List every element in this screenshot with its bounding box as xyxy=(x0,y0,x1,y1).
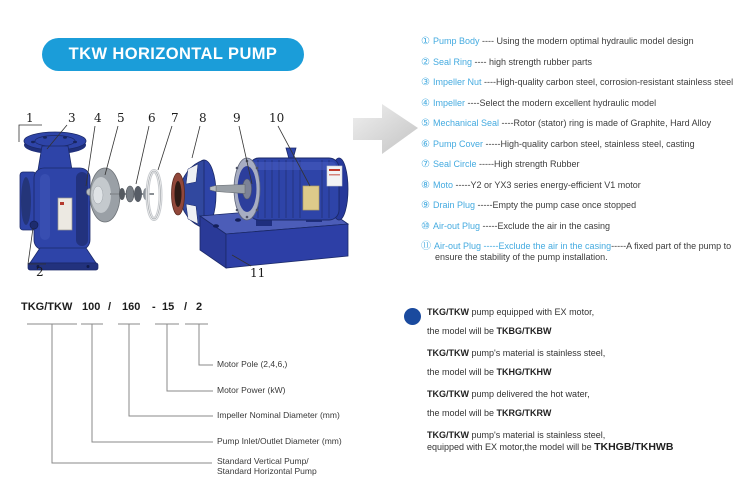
part-number-label: 7 xyxy=(171,111,179,125)
part-name: Air-out Plug xyxy=(432,220,480,231)
part-description: -----A fixed part of the pump to ensure the stability of the pump installation. xyxy=(435,241,732,262)
bullet-dot-icon xyxy=(404,308,421,325)
part-name: Air-out Plug -----Exclude the air in the casing xyxy=(434,241,612,251)
variant-note-line: TKG/TKW pump's material is stainless steel, xyxy=(427,430,606,440)
part-number: ② xyxy=(421,56,430,68)
model-code-part: 100 xyxy=(82,301,101,313)
part-description: ----Rotor (stator) ring is made of Graphite, Hard Alloy xyxy=(499,118,712,128)
part-number: ⑤ xyxy=(421,118,430,129)
model-code-part: 15 xyxy=(162,301,175,313)
part-number: ⑦ xyxy=(421,159,430,170)
model-code-label: Standard Vertical Pump/ Standard Horizontal Pump xyxy=(217,456,317,476)
variant-note-line: the model will be TKRG/TKRW xyxy=(427,408,552,418)
model-code-label: Pump Inlet/Outlet Diameter (mm) xyxy=(217,436,342,446)
part-name: Seal Ring xyxy=(432,56,472,67)
variant-note-line: the model will be TKHG/TKHW xyxy=(427,367,552,377)
part-name: Mechanical Seal xyxy=(432,118,500,128)
parts-list xyxy=(421,36,755,273)
pump-exploded-diagram xyxy=(6,98,426,293)
part-description: ----High-quality carbon steel, corrosion-resistant stainless steel xyxy=(481,77,734,87)
model-code-part: / xyxy=(108,301,112,313)
page-title-banner xyxy=(42,38,304,71)
part-number-label: 8 xyxy=(199,111,207,125)
page-title: TKW HORIZONTAL PUMP xyxy=(68,45,278,63)
model-variants-section xyxy=(427,306,752,463)
part-number: ⑪ xyxy=(421,241,431,252)
part-name: Impeller Nut xyxy=(432,77,482,87)
part-number-label: 3 xyxy=(68,111,76,125)
part-description: ----Select the modern excellent hydraulic model xyxy=(464,97,657,108)
pump-body-illustration xyxy=(20,132,98,270)
part-description: ---- high strength rubber parts xyxy=(472,56,593,67)
part-name: Drain Plug xyxy=(432,200,475,210)
arrow-right-icon xyxy=(353,104,418,154)
model-code-part: TKG/TKW xyxy=(21,301,73,313)
part-name: Pump Cover xyxy=(432,138,483,149)
part-number: ⑨ xyxy=(421,200,430,211)
part-description: -----High-quality carbon steel, stainless steel, casting xyxy=(483,138,695,149)
variant-note xyxy=(427,429,752,453)
model-code-label: Impeller Nominal Diameter (mm) xyxy=(217,410,340,420)
variant-note xyxy=(427,306,752,337)
part-description: -----Exclude the air in the casing xyxy=(480,220,611,231)
variant-note-line: the model will be TKBG/TKBW xyxy=(427,326,552,336)
part-name: Impeller xyxy=(432,97,465,108)
model-code-part: / xyxy=(184,301,188,313)
variant-note xyxy=(427,347,752,378)
part-description: ---- Using the modern optimal hydraulic model design xyxy=(479,36,694,46)
parts-list-item xyxy=(421,241,755,263)
parts-list-item xyxy=(421,36,755,47)
part-number: ⑥ xyxy=(421,138,430,150)
part-name: Seal Circle xyxy=(432,159,477,169)
variant-note-line: TKG/TKW pump's material is stainless steel, xyxy=(427,348,606,358)
variant-note-line: TKG/TKW pump delivered the hot water, xyxy=(427,389,590,399)
model-code-label: Motor Power (kW) xyxy=(217,385,286,395)
part-number-label: 10 xyxy=(269,111,285,125)
parts-list-item xyxy=(421,57,755,68)
variant-note-line: TKG/TKW pump equipped with EX motor, xyxy=(427,307,595,317)
parts-list-item xyxy=(421,118,755,129)
parts-list-item xyxy=(421,221,755,232)
part-number: ③ xyxy=(421,77,430,88)
model-code-part: 160 xyxy=(122,301,141,313)
parts-list-item xyxy=(421,180,755,191)
part-name: Moto xyxy=(432,179,453,190)
part-description: -----High strength Rubber xyxy=(476,159,580,169)
part-description: -----Empty the pump case once stopped xyxy=(475,200,637,210)
model-code-part: 2 xyxy=(196,301,203,313)
model-code-part: - xyxy=(152,301,156,313)
parts-list-item xyxy=(421,98,755,109)
part-number-label: 6 xyxy=(148,111,156,125)
part-description: -----Y2 or YX3 series energy-efficient V1 motor xyxy=(452,179,641,190)
part-number: ④ xyxy=(421,97,430,109)
parts-list-item xyxy=(421,77,755,88)
part-number-label: 5 xyxy=(117,111,125,125)
part-name: Pump Body xyxy=(432,36,480,46)
part-number-label: 1 xyxy=(26,111,34,125)
part-number-label: 2 xyxy=(36,265,44,279)
parts-list-item xyxy=(421,200,755,211)
variant-note xyxy=(427,388,752,419)
part-number: ① xyxy=(421,36,430,47)
parts-list-item xyxy=(421,139,755,150)
part-number-label: 11 xyxy=(250,266,266,280)
model-code-label: Motor Pole (2,4,6,) xyxy=(217,359,288,369)
part-number: ⑧ xyxy=(421,179,430,191)
part-number-label: 9 xyxy=(233,111,241,125)
part-number: ⑩ xyxy=(421,220,430,232)
variant-note-line: equipped with EX motor,the model will be TKHGB/TKHWB xyxy=(427,441,674,453)
part-number-label: 4 xyxy=(94,111,102,125)
parts-list-item xyxy=(421,159,755,170)
